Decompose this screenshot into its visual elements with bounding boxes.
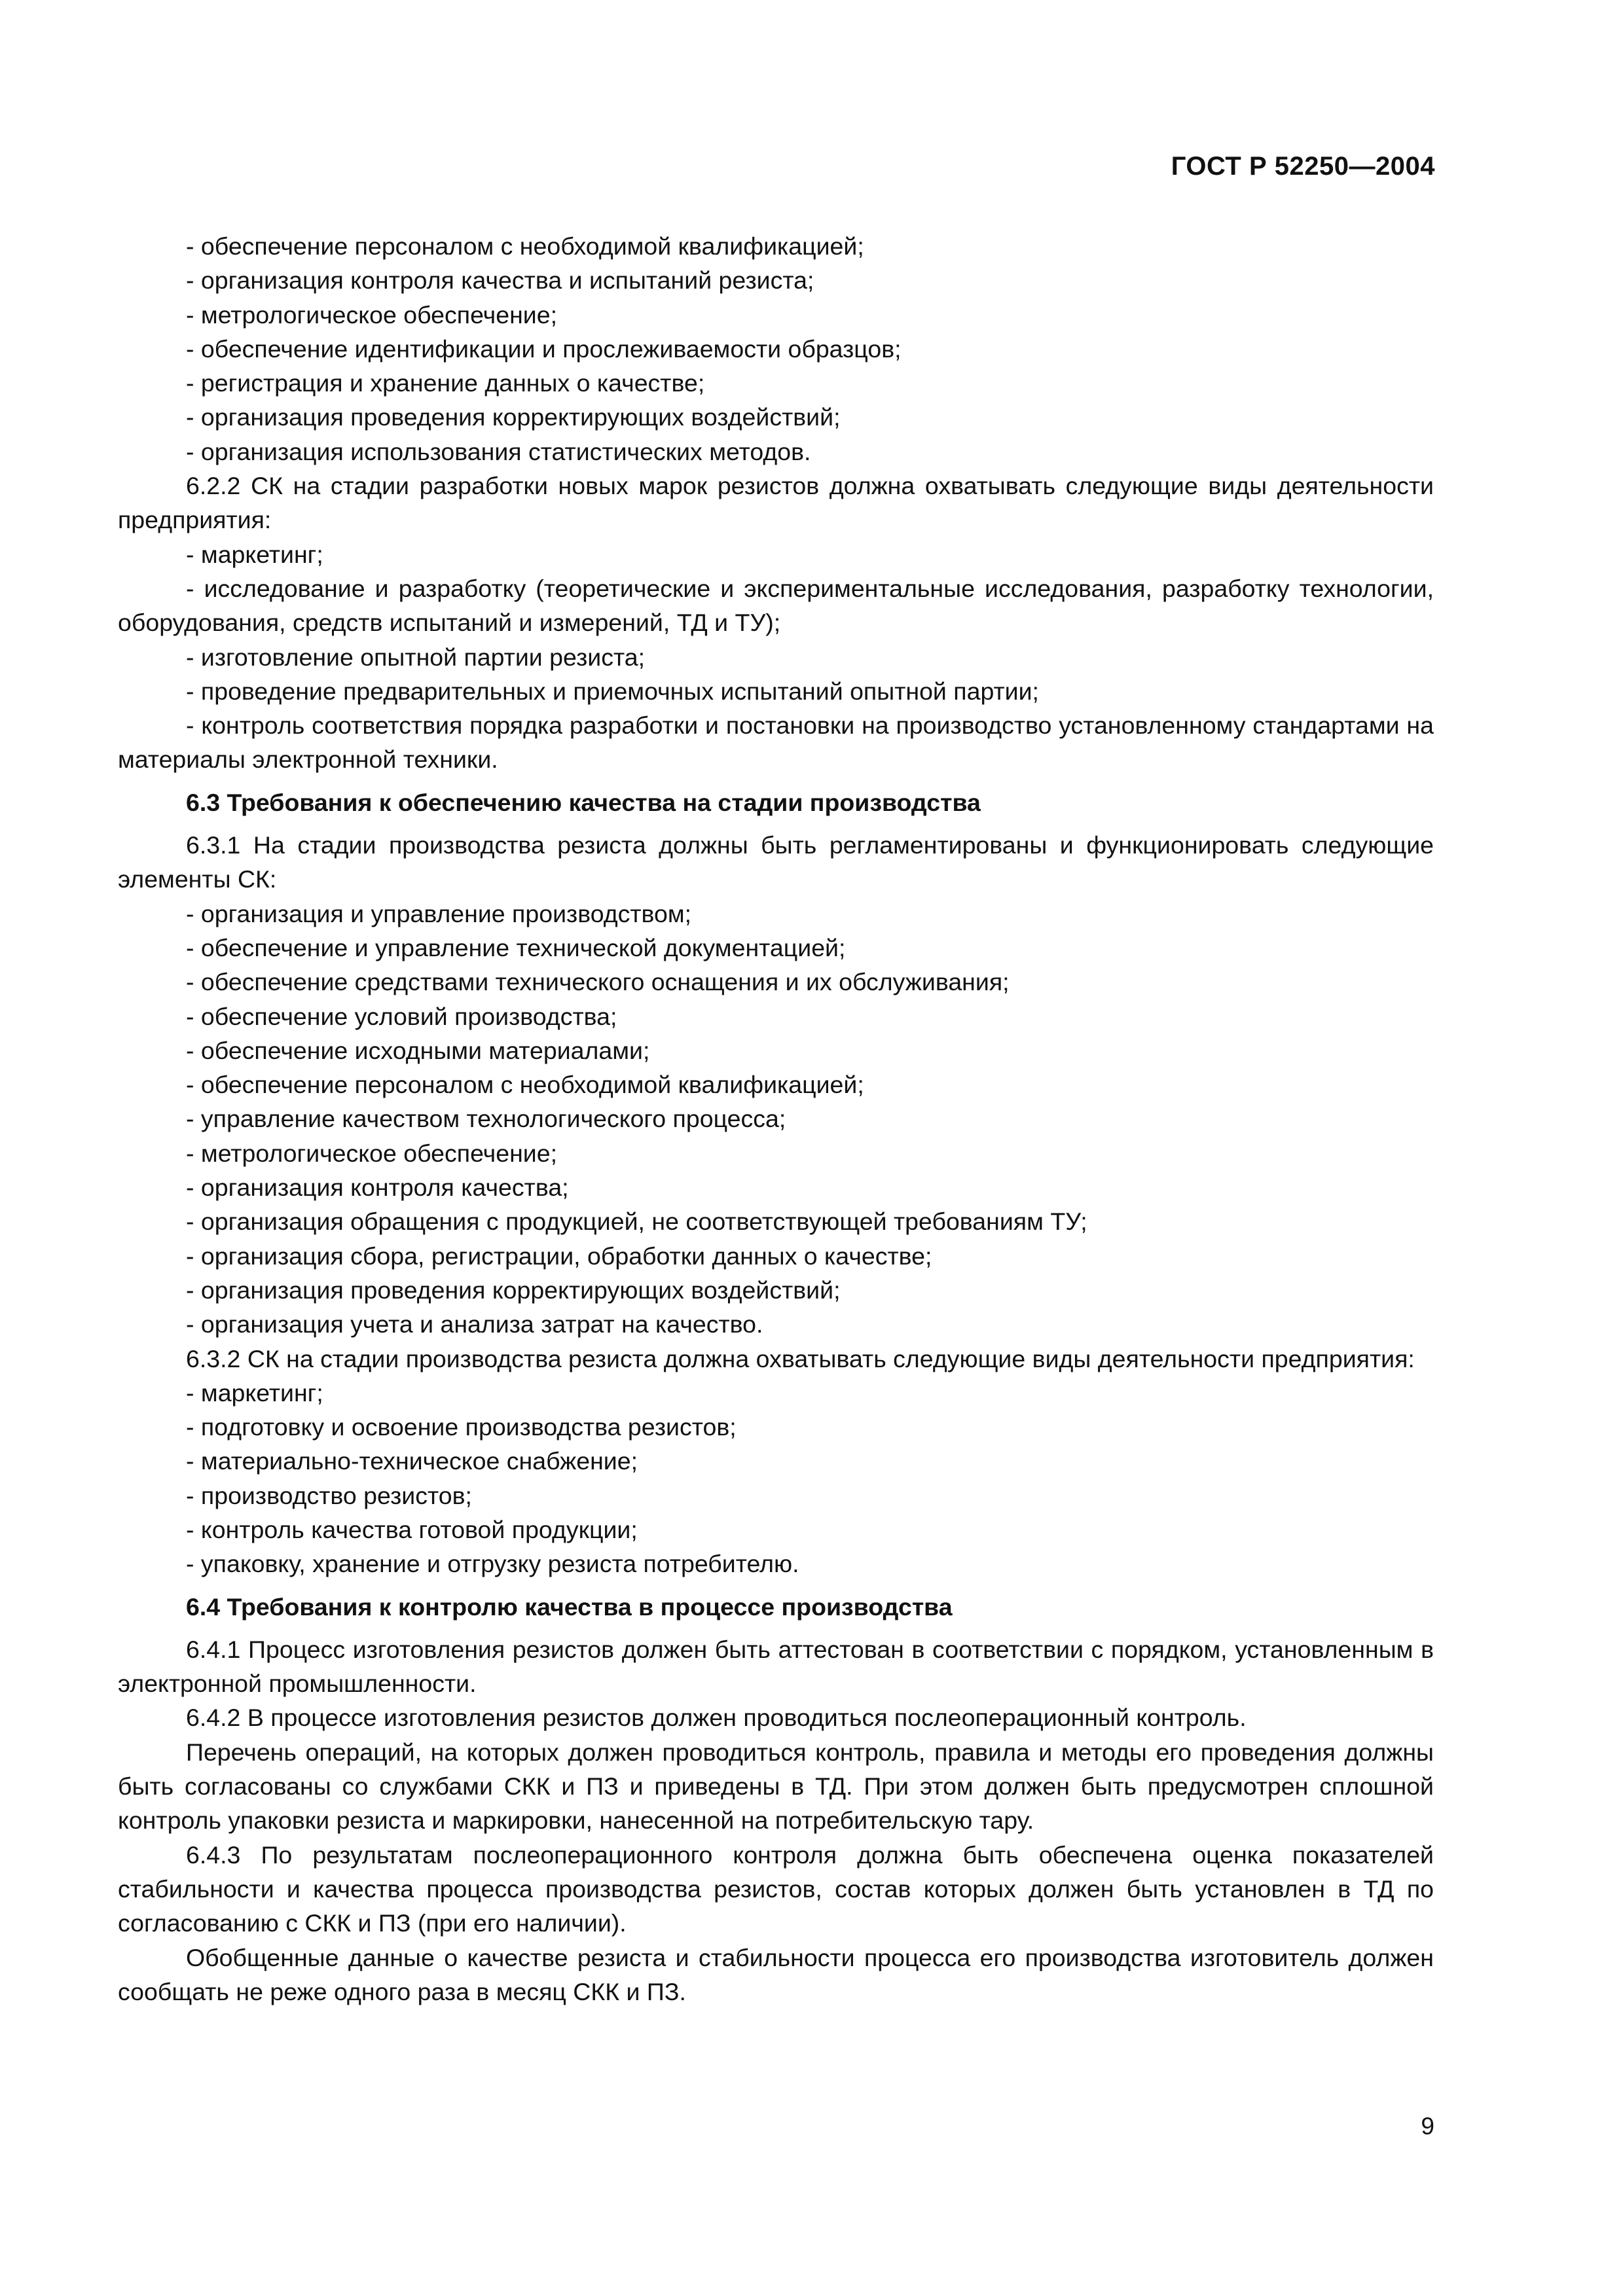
- paragraph-6-4-2: 6.4.2 В процессе изготовления резистов должен проводиться послеоперационный контроль.: [186, 1704, 1247, 1732]
- list-item: - организация проведения корректирующих воздействий;: [186, 1276, 841, 1304]
- list-item: - упаковку, хранение и отгрузку резиста потребителю.: [186, 1550, 799, 1578]
- list-item: - регистрация и хранение данных о качестве;: [186, 369, 705, 397]
- list-item: - управление качеством технологического процесса;: [186, 1105, 786, 1133]
- paragraph-6-3-2: 6.3.2 СК на стадии производства резиста должна охватывать следующие виды деятельности предприятия:: [186, 1344, 1415, 1372]
- list-item: - организация использования статистических методов.: [186, 437, 811, 465]
- list-item: - метрологическое обеспечение;: [186, 1139, 558, 1167]
- list-item: - обеспечение условий производства;: [186, 1002, 617, 1030]
- list-item: - организация контроля качества и испытаний резиста;: [186, 266, 814, 295]
- list-item: - обеспечение идентификации и прослеживаемости образцов;: [186, 334, 902, 363]
- list-item: - подготовку и освоение производства резистов;: [186, 1413, 737, 1441]
- list-item: - организация учета и анализа затрат на качество.: [186, 1310, 763, 1338]
- paragraph-operations: Перечень операций, на которых должен проводиться контроль, правила и методы его проведения должны быть согласованы со службами СКК и ПЗ и приведены в ТД. При этом должен быть предусмотрен сплошной контроль упаковки резиста и маркировки, нанесенной на потребительскую тару.: [118, 1738, 1434, 1835]
- list-item: - обеспечение персоналом с необходимой квалификацией;: [186, 232, 864, 260]
- document-code: ГОСТ Р 52250—2004: [1171, 152, 1435, 181]
- list-item: - контроль качества готовой продукции;: [186, 1515, 638, 1543]
- list-item: - производство резистов;: [186, 1481, 472, 1509]
- list-item: - организация контроля качества;: [186, 1174, 569, 1202]
- paragraph-6-4-3: 6.4.3 По результатам послеоперационного контроля должна быть обеспечена оценка показателей стабильности и качества процесса производства резистов, состав которых должен быть установлен в ТД по согласованию с СКК и ПЗ (при его наличии).: [118, 1840, 1434, 1937]
- paragraph-6-3-1: 6.3.1 На стадии производства резиста должны быть регламентированы и функционировать следующие элементы СК:: [118, 831, 1434, 893]
- paragraph-summary: Обобщенные данные о качестве резиста и стабильности процесса его производства изготовитель должен сообщать не реже одного раза в месяц СКК и ПЗ.: [118, 1943, 1434, 2005]
- list-item: - организация и управление производством;: [186, 899, 692, 927]
- page-number: 9: [1421, 2113, 1434, 2140]
- paragraph-6-2-2: 6.2.2 СК на стадии разработки новых марок резистов должна охватывать следующие виды деятельности предприятия:: [118, 472, 1434, 534]
- list-item: - обеспечение средствами технического оснащения и их обслуживания;: [186, 968, 1010, 996]
- list-item: - обеспечение исходными материалами;: [186, 1036, 650, 1064]
- list-item: - организация сбора, регистрации, обработки данных о качестве;: [186, 1242, 932, 1270]
- section-heading-6-4: 6.4 Требования к контролю качества в процессе производства: [186, 1592, 953, 1621]
- list-item: - организация обращения с продукцией, не соответствующей требованиям ТУ;: [186, 1208, 1087, 1236]
- page-body: [118, 229, 1434, 2009]
- list-item: - обеспечение персоналом с необходимой квалификацией;: [186, 1071, 864, 1099]
- list-item: - организация проведения корректирующих воздействий;: [186, 403, 841, 431]
- paragraph-6-4-1: 6.4.1 Процесс изготовления резистов должен быть аттестован в соответствии с порядком, установленным в электронной промышленности.: [118, 1635, 1434, 1698]
- list-item: - исследование и разработку (теоретические и экспериментальные исследования, разработку технологии, оборудования, средств испытаний и измерений, ТД и ТУ);: [118, 574, 1434, 637]
- section-heading-6-3: 6.3 Требования к обеспечению качества на стадии производства: [186, 788, 981, 816]
- list-item: - маркетинг;: [186, 540, 323, 568]
- list-item: - метрологическое обеспечение;: [186, 300, 558, 329]
- list-item: - проведение предварительных и приемочных испытаний опытной партии;: [186, 677, 1039, 705]
- list-item: - контроль соответствия порядка разработки и постановки на производство установленному стандартами на материалы электронной техники.: [118, 711, 1434, 774]
- list-item: - материально-техническое снабжение;: [186, 1447, 638, 1475]
- list-item: - изготовление опытной партии резиста;: [186, 643, 645, 671]
- list-item: - маркетинг;: [186, 1378, 323, 1407]
- list-item: - обеспечение и управление технической документацией;: [186, 933, 846, 961]
